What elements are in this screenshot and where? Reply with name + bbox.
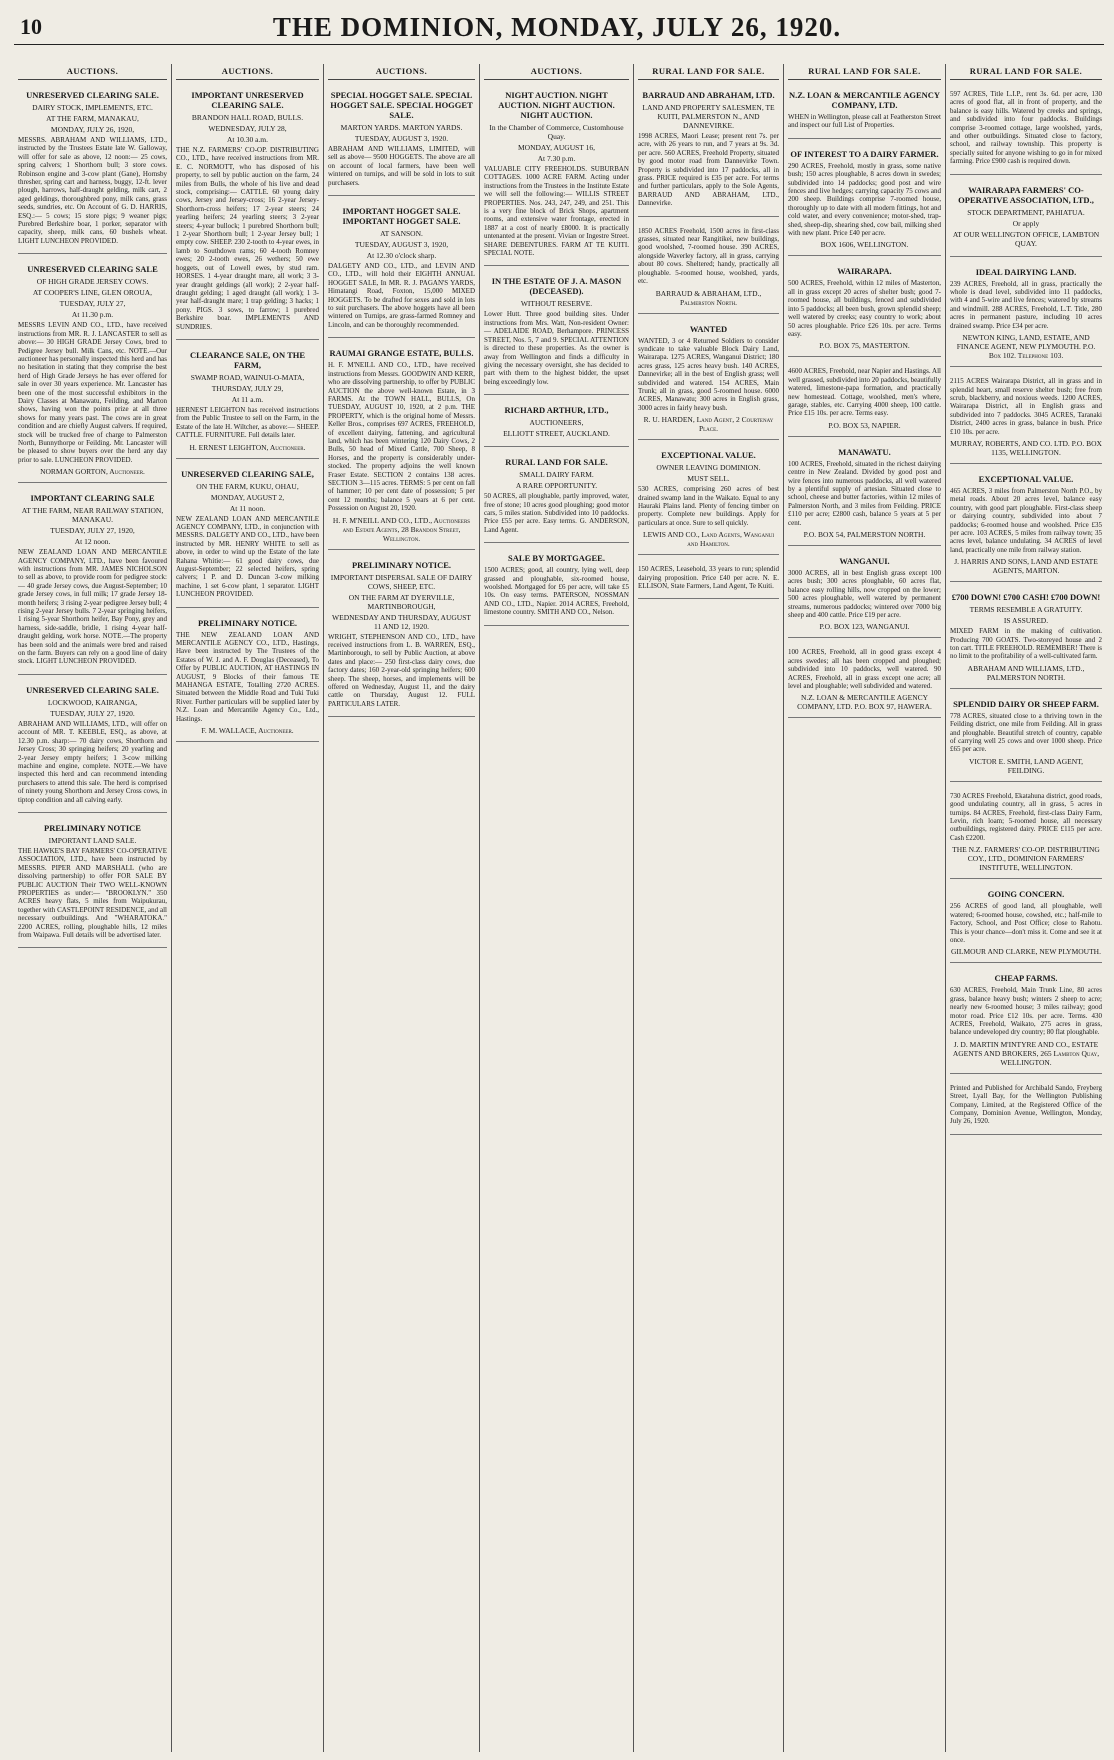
ad-signature: P.O. BOX 54, PALMERSTON NORTH. xyxy=(803,530,926,539)
ad-title: N.Z. LOAN & MERCANTILE AGENCY COMPANY, LTD. xyxy=(788,90,941,110)
ad-body: MIXED FARM in the making of cultivation. Producing 700 GOATS. Two-storeyed house and 2 ton cart. TITLE FREEHOLD. REMEMBER! There is no limit to the profitability of a well-cultivated farm. xyxy=(950,627,1102,661)
advertisement xyxy=(484,399,629,447)
advertisement xyxy=(950,883,1102,963)
ad-title: UNRESERVED CLEARING SALE. xyxy=(26,684,159,695)
ad-body: WANTED, 3 or 4 Returned Soldiers to consider syndicate to take valuable Block Dairy Land, Wairarapa. 1275 ACRES, Wanganui District; 180 acres grass, 125 acres heavy bush. 140 ACRES, Dannevirke; all in the best of English grass; well subdivided and watered. 154 ACRES, Main Trunk; all in grass, good 5-roomed house. 6000 ACRES, Manawatu; 300 acres in English grass, 3000 acres in fairly heavy bush. xyxy=(638,336,779,412)
ad-signature: H. ERNEST LEIGHTON, Auctioneer. xyxy=(189,442,306,452)
ad-line: TUESDAY, JULY 27, xyxy=(59,299,126,309)
ad-title: PRELIMINARY NOTICE. xyxy=(351,559,452,570)
advertisement xyxy=(788,260,941,357)
ad-title: RAUMAI GRANGE ESTATE, BULLS. xyxy=(329,348,474,359)
ad-signature: THE N.Z. FARMERS' CO-OP. DISTRIBUTING COY., LTD., DOMINION FARMERS' INSTITUTE, WELLINGTON. xyxy=(952,845,1100,873)
ad-line: MONDAY, AUGUST 2, xyxy=(210,492,285,502)
ad-title: BARRAUD AND ABRAHAM, LTD. xyxy=(642,90,775,100)
ad-body: 256 ACRES of good land, all ploughable, well watered; 6-roomed house, cowshed, etc.; half-mile to Factory, School, and Post Office; close to Rahotu. This is your chance—don't miss it. Come and see it at once. xyxy=(950,902,1102,944)
ad-body: NEW ZEALAND LOAN AND MERCANTILE AGENCY COMPANY, LTD., have been favoured with instructions from MR. JAMES NICHOLSON to sell as above, to provide room for pedigree stock:— 40 grade Jersey cows, due August-September; 10 grade Jersey cows, in full milk; 17 grade Jersey 18-month heifers; 3 rising 2-year pedigree Jersey bull; 4 rising 2-year Jersey bulls. 7 2-year springing heifers, 1 rising 5-year Shorthorn heifer, Bay Pony, grey and harness, side-saddle, bridle, 1 rising 4-year half-draught gelding, work horse. NOTE.—The property has been sold and the animals were bred and raised on the farm. Buyers can rely on a good line of dairy stock. LIGHT LUNCHEON PROVIDED. xyxy=(18,548,167,666)
advertisement xyxy=(788,143,941,257)
ad-title: SPECIAL HOGGET SALE. SPECIAL HOGGET SALE. SPECIAL HOGGET SALE. xyxy=(330,90,473,120)
column-heading: RURAL LAND FOR SALE. xyxy=(788,64,941,80)
ad-line: TUESDAY, AUGUST 3, 1920. xyxy=(354,134,449,143)
ad-subtitle: AT THE FARM, NEAR RAILWAY STATION, MANAKAU. xyxy=(21,506,164,525)
ad-body: NEW ZEALAND LOAN AND MERCANTILE AGENCY COMPANY, LTD., in conjunction with MESSRS. DALGETY AND CO., LTD., have been instructed by MR. HENRY WHITE to sell as above, in order to wind up the Estate of the late Rahana Whitie:— 61 good dairy cows, due August-September; 22 selected heifers, spring calvers; 1 P. and D. Duncan 3-cow milking machine, 1 set 6-cow plant, 1 separator. LIGHT LUNCHEON PROVIDED. xyxy=(176,514,319,599)
ad-signature: H. F. M'NEILL AND CO., LTD., Auctioneers and Estate Agents, 28 Brandon Street, Wellington. xyxy=(332,515,471,543)
section-rule xyxy=(14,44,1104,63)
advertisement xyxy=(638,559,779,599)
ad-body: THE HAWKE'S BAY FARMERS' CO-OPERATIVE ASSOCIATION, LTD., have been instructed by MESSRS. PIPER AND MARSHALL (who are dissolving partnership) to offer FOR SALE BY PUBLIC AUCTION Their TWO WELL-KNOWN PROPERTIES as under:— "BROOKLYN." 350 ACRES heavy flats, 5 miles from Waipukurau, together with CASTLEPOINT RESIDENCE, and all necessary outbuildings. And "WHARATOKA." 2200 ACRES, rolling, ploughable hills, 12 miles from Waipawa. Full details will be advertised later. xyxy=(18,846,167,939)
advertisement xyxy=(484,547,629,625)
ad-body: MESSRS. ABRAHAM AND WILLIAMS, LTD., instructed by the Trustees Estate late W. Galloway, will offer for sale as above, 12 noon:— 25 cows, spring calvers; 1 Shorthorn bull; 3 store cows. Robinson engine and 3-cow plant (Gane), Hornsby thresher, spring cart and harness, buggy, 12-ft. lever plough, harrows, half-draught gelding, milk cart, 2 aged geldings, thoroughbred pony, milk cans, grass seeds, sundries, etc. On Account of G. D. HARRIS, ESQ.:— 5 cows; 15 store pigs; 9 weaner pigs; Purebred Berkshire boar, 1 porker, separator with capacity, sheep, milk cans, 60 bushels wheat. LIGHT LUNCHEON PROVIDED. xyxy=(18,136,167,245)
ad-subtitle: MARTON YARDS. MARTON YARDS. xyxy=(340,123,463,132)
ad-body: WHEN in Wellington, please call at Featherston Street and inspect our full List of Properties. xyxy=(788,113,941,130)
advertisement xyxy=(788,84,941,139)
advertisement xyxy=(328,200,475,338)
ad-title: PRELIMINARY NOTICE. xyxy=(197,617,298,628)
ad-subtitle: TERMS RESEMBLE A GRATUITY. xyxy=(969,605,1083,615)
ad-body: 239 ACRES, Freehold, all in grass, practically the whole is dead level, subdivided into 11 paddocks, with 4 and 5-wire and live fences; watered by streams and windmill. 288 ACRES, Freehold, L.T. Title, 280 acres in permanent pasture, including 10 acres drained swamp. Price £34 per acre. xyxy=(950,279,1102,330)
advertisement xyxy=(950,84,1102,175)
column-6 xyxy=(784,64,946,1752)
ad-signature: J. D. MARTIN M'INTYRE AND CO., ESTATE AGENTS AND BROKERS, 265 Lambton Quay, WELLINGTON. xyxy=(952,1039,1100,1067)
advertisement xyxy=(950,261,1102,367)
advertisement xyxy=(176,612,319,742)
ad-body: THE NEW ZEALAND LOAN AND MERCANTILE AGENCY CO., LTD., Hastings, Have been instructed by The Trustees of the Estates of W. J. and A. F. Douglas (Deceased), To Offer by PUBLIC AUCTION, AT HASTINGS IN AUGUST, 9 Blocks of their famous TE MAHANGA ESTATE, Totalling 2720 ACRES. Situated between the Middle Road and Tuki Tuki River. Further particulars will be supplied later by N.Z. Loan and Mercantile Agency Co., Ltd., Hastings. xyxy=(176,630,319,723)
ad-signature: P.O. BOX 75, MASTERTON. xyxy=(819,341,910,351)
ad-title: WAIRARAPA FARMERS' CO-OPERATIVE ASSOCIATION, LTD., xyxy=(958,184,1094,205)
ad-line: AT COOPER'S LINE, GLEN OROUA, xyxy=(32,288,153,298)
ad-subtitle: AUCTIONEERS, xyxy=(529,418,584,428)
ad-signature: LEWIS AND CO., Land Agents, Wanganui and Hamilton. xyxy=(643,530,774,549)
advertisement xyxy=(484,84,629,266)
column-heading: AUCTIONS. xyxy=(484,64,629,80)
ad-line: At 12.30 o'clock sharp. xyxy=(366,251,437,261)
ad-body: 500 ACRES, Freehold, within 12 miles of Masterton, all in grass except 20 acres of shelter bush; good 7-roomed house, all buildings, fenced and subdivided into 5 paddocks; all been bush, grown splendid sheep; well watered by creeks; easy country to work; about 50 acres ploughable. Price £26 10s. per acre. Terms easy. xyxy=(788,279,941,338)
ad-signature: BARRAUD & ABRAHAM, LTD., Palmerston North. xyxy=(655,288,762,307)
ad-signature: R. U. HARDEN, Land Agent, 2 Courtenay Place. xyxy=(643,415,774,434)
ad-title: CLEARANCE SALE, ON THE FARM, xyxy=(189,349,306,370)
ad-subtitle: IMPORTANT LAND SALE. xyxy=(48,835,137,845)
ad-title: WANTED xyxy=(689,323,728,334)
ad-title: £700 DOWN! £700 CASH! £700 DOWN! xyxy=(951,592,1101,603)
ad-body: 630 ACRES, Freehold, Main Trunk Line, 80 acres grass, balance heavy bush; winters 2 sheep to acre; nearly new 6-roomed house; 3 miles railway; good motor road. Price £12 10s. per acre. Terms. 430 ACRES, Freehold, Waikato, 275 acres in grass, balance undeveloped dry country; 80 flat ploughable. xyxy=(950,986,1102,1037)
ad-line: WEDNESDAY, JULY 28, xyxy=(208,124,287,133)
advertisement xyxy=(950,786,1102,879)
advertisement xyxy=(18,84,167,254)
ad-line: A RARE OPPORTUNITY. xyxy=(515,481,598,491)
advertisement xyxy=(176,84,319,340)
advertisement xyxy=(484,270,629,395)
ad-title: NIGHT AUCTION. NIGHT AUCTION. NIGHT AUCTION. NIGHT AUCTION. xyxy=(498,90,615,120)
column-heading: AUCTIONS. xyxy=(176,64,319,80)
column-heading: AUCTIONS. xyxy=(328,64,475,80)
ad-body: 290 ACRES, Freehold, mostly in grass, some native bush; 150 acres ploughable, 8 acres down in swedes; subdivided into 14 paddocks; good post and wire fences and live hedges; carrying capacity 75 cows and 200 sheep. Buildings comprise 7-roomed house, thoroughly up to date with all modern fittings, hot and cold water, and every convenience; motor-shed, trap-shed, sheep-dip, shearing shed, cow bail, milking shed with new plant. Price £40 per acre. xyxy=(788,161,941,238)
ad-line: WEDNESDAY AND THURSDAY, AUGUST 11 AND 12, 1920. xyxy=(332,612,471,631)
ad-line: At 12 noon. xyxy=(74,537,111,547)
ad-title: IN THE ESTATE OF J. A. MASON (DECEASED). xyxy=(491,276,622,297)
ad-body: 1850 ACRES Freehold, 1500 acres in first-class grasses, situated near Rangitikei, new buildings, good woolshed, 7-roomed house. 390 ACRES, alongside Waverley factory, all in grass, carrying about 80 cows. Sheltered; handy, practically all ploughable. 5-roomed house, woolshed, yards, etc. xyxy=(638,226,779,286)
advertisement xyxy=(950,586,1102,689)
ad-title: SPLENDID DAIRY OR SHEEP FARM. xyxy=(953,698,1099,709)
advertisement xyxy=(950,371,1102,464)
ad-signature: N.Z. LOAN & MERCANTILE AGENCY COMPANY, LTD. P.O. BOX 97, HAWERA. xyxy=(797,693,932,712)
column-4 xyxy=(480,64,634,1752)
ad-title: IMPORTANT UNRESERVED CLEARING SALE. xyxy=(191,90,304,110)
ad-title: RICHARD ARTHUR, LTD., xyxy=(504,405,609,416)
ad-line: TUESDAY, JULY 27, 1920. xyxy=(50,708,135,718)
ad-body: ABRAHAM AND WILLIAMS, LIMITED, will sell as above— 9500 HOGGETS. The above are all on account of local farmers, have been well wintered on turnips, and will be sold in lots to suit purchasers. xyxy=(328,145,475,187)
ad-body: HERNEST LEIGHTON has received instructions from the Public Trustee to sell on the Farm, in the Estate of the late H. Wiltcher, as above:— SHEEP. CATTLE. FURNITURE. Full details later. xyxy=(176,405,319,440)
columns-container xyxy=(14,64,1106,1752)
advertisement xyxy=(176,344,319,459)
ad-title: UNRESERVED CLEARING SALE xyxy=(27,264,158,275)
ad-body: 50 ACRES, all ploughable, partly improved, water, free of stone; 10 acres good ploughing; good motor cars, 5 miles station. Subdivided into 10 paddocks. Price £55 per acre. Easy terms. G. ANDERSON, Land Agent. xyxy=(484,492,629,534)
ad-line: TUESDAY, JULY 27, 1920, xyxy=(50,526,135,536)
advertisement xyxy=(950,468,1102,582)
ad-line: ELLIOTT STREET, AUCKLAND. xyxy=(503,429,610,439)
ad-line: TUESDAY, AUGUST 3, 1920, xyxy=(354,240,449,250)
column-7 xyxy=(946,64,1106,1752)
ad-body: DALGETY AND CO., LTD., and LEVIN AND CO., LTD., will hold their EIGHTH ANNUAL HOGGET SALE, In MR. R. J. PAGAN'S YARDS, Himatangi Road, Foxton, 15,000 MIXED HOGGETS. To be drafted for sexes and sold in lots to suit purchasers. The above hoggets have all been wintered on Turnips, are grass-farmed Romney and Lincoln, and can be thoroughly recommended. xyxy=(328,262,475,329)
page-number: 10 xyxy=(20,14,42,39)
ad-body: 730 ACRES Freehold, Ekatahuna district, good roads, good undulating country, all in grass, 5 acres in turnips. 84 ACRES, Freehold, first-class Dairy Farm, Levin, rich loam; 5-roomed house, all necessary outbuildings, registered dairy. PRICE £115 per acre. Cash £2200. xyxy=(950,791,1102,842)
ad-subtitle: WITHOUT RESERVE. xyxy=(520,299,593,309)
ad-line: At 11 noon. xyxy=(229,503,266,513)
ad-title: PRELIMINARY NOTICE xyxy=(44,822,141,833)
ad-line: ON THE FARM AT DYERVILLE, MARTINBOROUGH, xyxy=(348,592,455,611)
advertisement xyxy=(638,221,779,314)
ad-line: IS ASSURED. xyxy=(1003,616,1049,626)
ad-signature: F. M. WALLACE, Auctioneer. xyxy=(201,726,294,736)
ad-body: 150 ACRES, Leasehold, 33 years to run; splendid dairying proposition. Price £40 per acre. N. E. ELLISON, State Farmers, Land Agent, Te Kuiti. xyxy=(638,565,779,590)
ad-body: WRIGHT, STEPHENSON AND CO., LTD., have received instructions from L. B. WARREN, ESQ., Martinborough, to sell by Public Auction, at above dates and place:— 250 first-class dairy cows, due factory dates; 160 2-year-old springing heifers; 600 sheep. The sheep, horses, and implements will be offered on Wednesday, August 11, and the dairy cattle on Thursday, August 12. FULL PARTICULARS LATER. xyxy=(328,632,475,708)
ad-subtitle: OWNER LEAVING DOMINION. xyxy=(656,463,761,473)
ad-line: At 10.30 a.m. xyxy=(226,135,269,144)
ad-body: 530 ACRES, comprising 260 acres of best drained swamp land in the Waikato. Equal to any Hauraki Plains land. Plenty of fencing timber on property. Complete new buildings. Apply for particulars at once. Sure to sell quickly. xyxy=(638,485,779,527)
ad-line: MUST SELL. xyxy=(687,474,730,484)
ad-body: 597 ACRES, Title L.I.P., rent 3s. 6d. per acre, 130 acres of good flat, all in front of property, and the balance is easy hills. Watered by creeks and springs, and subdivided into four paddocks. Buildings comprise 3-roomed cottage, large woolshed, yards, and other outbuildings. Situated close to factory, school, and railway township. This property is specially suited for anyone wishing to go in for mixed farming. Price £900 cash is required down. xyxy=(950,90,1102,166)
advertisement xyxy=(18,817,167,948)
ad-subtitle: LAND AND PROPERTY SALESMEN, TE KUITI, PALMERSTON N., AND DANNEVIRKE. xyxy=(642,103,775,130)
ad-body: 100 ACRES, Freehold, all in good grass except 4 acres swedes; all has been cropped and ploughed; subdivided into 10 paddocks, well watered. 90 ACRES, Freehold, all in grass except one acre; all level and ploughable; well subdivided and watered. xyxy=(788,648,941,691)
ad-body: 465 ACRES, 3 miles from Palmerston North P.O., by metal roads. About 20 acres level, balance easy country, with good part ploughable. First-class sheep or dairying country, subdivided into about 7 paddocks; 6-roomed house and woolshed. Price £35 per acre. 103 ACRES, 5 miles from railway town; 35 acres level, balance undulating. 34 ACRES of level land, practically one mile from railway station. xyxy=(950,486,1102,554)
ad-title: IMPORTANT HOGGET SALE. IMPORTANT HOGGET SALE. xyxy=(342,206,461,227)
ad-body: 1998 ACRES, Maori Lease; present rent 7s. per acre, with 26 years to run, and 7 years at 9s. 3d. per acre. 560 ACRES, Freehold Property, situated by good motor road from Dannevirke Town. Property is subdivided into 17 paddocks, all in grass. PRICE required is £35 per acre. For terms and further particulars, apply to the Sole Agents, BARRAUD AND ABRAHAM, LTD., Dannevirke. xyxy=(638,132,779,208)
advertisement xyxy=(638,444,779,555)
ad-title: IMPORTANT CLEARING SALE xyxy=(30,493,155,504)
ad-subtitle: DAIRY STOCK, IMPLEMENTS, ETC. xyxy=(32,103,153,112)
column-2 xyxy=(172,64,324,1752)
ad-title: UNRESERVED CLEARING SALE. xyxy=(26,90,159,100)
ad-line: THURSDAY, JULY 29, xyxy=(211,383,284,393)
ad-body: 3000 ACRES, all in best English grass except 100 acres bush; 300 acres ploughable, 60 acres flat, balance easy rolling hills, now cropped on the lower; 500 acres ploughable, well watered by permanent streams, numerous paddocks; wintered over 7000 big sheep and 400 cattle. Price £19 per acre. xyxy=(788,569,941,620)
ad-line: At 11.30 p.m. xyxy=(71,310,114,320)
ad-body: ABRAHAM AND WILLIAMS, LTD., will offer on account of MR. T. KEEBLE, ESQ., as above, at 12.30 p.m. sharp:— 70 dairy cows, Shorthorn and Jersey Cross; 30 springing heifers; 20 yearling and 2-year Jersey empty heifers; 1 3-cow milking machine and engine, complete. NOTE.—We have inspected this herd and can recommend intending purchasers to attend this sale. The herd is comprised of ninety young Shorthorn and Jersey Cross cows, in tiptop condition and all calving early. xyxy=(18,719,167,804)
ad-subtitle: BRANDON HALL ROAD, BULLS. xyxy=(191,113,304,122)
ad-signature: GILMOUR AND CLARKE, NEW PLYMOUTH. xyxy=(951,947,1101,957)
ad-title: WANGANUI. xyxy=(839,556,890,566)
ad-title: IDEAL DAIRYING LAND. xyxy=(975,266,1077,277)
ad-title: WAIRARAPA. xyxy=(837,266,892,277)
ad-subtitle: ON THE FARM, KUKU, OHAU, xyxy=(196,481,299,491)
ad-title: EXCEPTIONAL VALUE. xyxy=(661,450,756,461)
ad-subtitle: STOCK DEPARTMENT, PAHIATUA. xyxy=(967,207,1085,217)
advertisement xyxy=(176,463,319,608)
ad-title: SALE BY MORTGAGEE. xyxy=(508,553,605,564)
ad-subtitle: IMPORTANT DISPERSAL SALE OF DAIRY COWS, SHEEP, ETC. xyxy=(330,572,473,591)
ad-subtitle: LOCKWOOD, KAIRANGA, xyxy=(47,697,138,707)
ad-body: MESSRS LEVIN AND CO., LTD., have received instructions from MR. R. J. LANCASTER to sell as above:— 30 HIGH GRADE Jersey Cows, bred to Pedigree Jersey bull. Milk Cans, etc. NOTE.—Our auctioneer has personally inspected this herd and has no hesitation in stating that they comprise the best herd of High Grade Jerseys he has ever offered for sale in over 30 years experience. Mr. Lancaster has been one of the most successful exhibitors in the Dairy Classes at Manawatu, Feilding, and Marton shows, having won the points prize at all three shows for many years past. The cows are in great condition and are chiefly August calvers. If required, stock will be trucked free of charge to Palmerston North, Bunnythorpe or Feilding. Mr. Lancaster will be pleased to show buyers over the herd any day prior to sale. LUNCHEON PROVIDED. xyxy=(18,321,167,464)
ad-body: H. F. M'NEILL AND CO., LTD., have received instructions from Messrs. GOODWIN AND KERR, who are dissolving partnership, to offer by PUBLIC AUCTION the above well-known Estate, in 3 FARMS. At the TOWN HALL, BULLS, On TUESDAY, AUGUST 10, 1920, at 2 p.m. THE PROPERTY, which is the original home of Messrs. Keller Bros., comprises 697 ACRES, FREEHOLD, of excellent dairying, fattening, and agricultural land, which has been wintering 120 Dairy Cows, 2 Bulls, 50 head of Mixed Cattle, 700 Sheep, 8 Horses, and the property is considerably under-stocked. The property adjoins the well known Fraser Estate. SECTION 2 contains 138 acres. SECTION 3—115 acres. TERMS: 5 per cent on fall of hammer; 10 per cent date of possession; 5 per cent 12 months; balance 5 years at 6 per cent. Possession on August 20, 1920. xyxy=(328,361,475,513)
advertisement xyxy=(788,361,941,436)
advertisement xyxy=(788,441,941,546)
advertisement xyxy=(18,679,167,813)
advertisement xyxy=(328,554,475,718)
ad-title: UNRESERVED CLEARING SALE, xyxy=(181,468,314,479)
newspaper-title: THE DOMINION, MONDAY, JULY 26, 1920. xyxy=(272,12,842,42)
advertisement xyxy=(18,258,167,483)
ad-signature: VICTOR E. SMITH, LAND AGENT, FEILDING. xyxy=(968,756,1084,775)
column-heading: AUCTIONS. xyxy=(18,64,167,80)
ad-body: 4600 ACRES, Freehold, near Napier and Hastings. All well grassed, subdivided into 20 paddocks, beautifully watered, limestone-papa formation, and practically new homestead. Cottage, woolshed, men's where, garage, stables, etc. Carrying 4000 sheep, 100 cattle. Price £15 10s. per acre. Terms easy. xyxy=(788,367,941,418)
ad-line: AT THE FARM, MANAKAU, xyxy=(46,114,139,123)
ad-body: 100 ACRES, Freehold, situated in the richest dairying centre in New Zealand. Divided by good post and wire fences into numerous paddocks, all well watered by a plentiful supply of artesian. Situated close to school, cheese and butter factories, within 12 miles of Palmerston North, and 3 miles from Feilding. PRICE £110 per acre; £2800 cash, balance 5 years at 5 per cent. xyxy=(788,459,941,527)
ad-subtitle: In the Chamber of Commerce, Customhouse Quay. xyxy=(489,123,624,141)
ad-signature: BOX 1606, WELLINGTON. xyxy=(820,240,909,250)
ad-body: 1500 ACRES; good, all country, lying well, deep grassed and ploughable, six-roomed house, woolshed. Mortgaged for £6 per acre, will take £5 10s. On easy terms. PATERSON, NOSSMAN AND CO., LTD., Napier. 2014 ACRES, Freehold, limestone country. SMITH AND CO., Nelson. xyxy=(484,566,629,617)
advertisement xyxy=(18,487,167,675)
ad-body: VALUABLE CITY FREEHOLDS. SUBURBAN COTTAGES. 1000 ACRE FARM. Acting under instructions from the Trustees in the Institute Estate we will sell the following:— WILLIS STREET PROPERTIES. Nos. 243, 247, 249, and 251. This is a very fine block of Brick Shops, apartment rooms, and extensive water frontage, erected in 1887 at a cost of nearly £8000. It is practically untenanted at the present. Vivian or Ingestre Street. SHARE DEBENTURES. FARM AT TE KUITI. SPECIAL NOTE. xyxy=(484,165,629,258)
ad-signature: P.O. BOX 53, NAPIER. xyxy=(828,420,901,430)
ad-line: Or apply xyxy=(1012,218,1040,228)
ad-body: 2115 ACRES Wairarapa District, all in grass and in splendid heart, small reserve shelter bush; free from scrub, blackberry, and noxious weeds. 1200 ACRES, Wairarapa District, all in English grass and subdivided into 7 paddocks. 3045 ACRES, Taranaki District, 2400 acres in grass, balance in bush. Price £10 10s. per acre. xyxy=(950,377,1102,436)
ad-signature: NEWTON KING, LAND, ESTATE, AND FINANCE AGENT, NEW PLYMOUTH. P.O. Box 102. Telephone 103. xyxy=(956,333,1096,361)
ad-title: EXCEPTIONAL VALUE. xyxy=(978,473,1074,484)
column-1 xyxy=(14,64,172,1752)
ad-signature: NORMAN GORTON, Auctioneer. xyxy=(40,467,145,477)
ad-subtitle: OF HIGH GRADE JERSEY COWS. xyxy=(36,277,149,287)
advertisement xyxy=(950,179,1102,257)
ad-subtitle: SWAMP ROAD, WAINUI-O-MATA, xyxy=(190,372,305,382)
column-3 xyxy=(324,64,480,1752)
ad-subtitle: SMALL DAIRY FARM. xyxy=(519,470,594,480)
ad-line: AT OUR WELLINGTON OFFICE, LAMBTON QUAY. xyxy=(952,229,1100,248)
column-heading: RURAL LAND FOR SALE. xyxy=(950,64,1102,80)
ad-body: THE N.Z. FARMERS' CO-OP. DISTRIBUTING CO., LTD., have received instructions from MR. E. C. NORMOTT, who has disposed of his property, to sell by public auction on the farm, 24 miles from Bulls, the whole of his live and dead stock, comprising:— CATTLE. 60 young dairy cows, Jersey and Jersey-cross; 16 2-year Jersey-Shorthorn-cross heifers; 17 2-year steers; 24 yearling heifers; 24 yearling steers; 3 2-year steers; 4-year bullock; 1 purebred Shorthorn bull; 1 2-year Shorthorn bull; 1 2-year Jersey bull; 1 empty cow. SHEEP. 230 2-tooth to 4-year ewes, in lamb to Southdown rams; 60 4-tooth Romney ewes; 20 2-tooth ewes, 26 wethers; 50 ewe hoggets, out of Lowell ewes, by stud ram. HORSES. 1 4-year draught mare, all work; 3 3-year draught geldings (all work); 2 2-year half-draught gelding; 1 aged draught (all work); 1 3-year half-draught mare; 1 trap gelding; 3 hacks; 1 pony. PIGS. 3 sows, to farrow; 1 purebred Berkshire boar. IMPLEMENTS AND SUNDRIES. xyxy=(176,146,319,331)
advertisement xyxy=(788,642,941,718)
ad-subtitle: AT SANSON. xyxy=(380,229,423,239)
advertisement xyxy=(638,318,779,441)
ad-title: CHEAP FARMS. xyxy=(994,973,1058,984)
advertisement xyxy=(328,342,475,549)
ad-signature: J. HARRIS AND SONS, LAND AND ESTATE AGENTS, MARTON. xyxy=(954,557,1098,576)
ad-body: Printed and Published for Archibald Sando, Freyberg Street, Lyall Bay, for the Wellington Publishing Company, Limited, at the Registered Office of the Company, Dominion Avenue, Wellington, Monday, July 26, 1920. xyxy=(950,1083,1102,1126)
ad-title: OF INTEREST TO A DAIRY FARMER. xyxy=(790,148,939,159)
advertisement xyxy=(484,451,629,543)
ad-line: At 11 a.m. xyxy=(231,394,264,404)
ad-line: MONDAY, AUGUST 16, xyxy=(518,143,595,152)
advertisement xyxy=(950,1078,1102,1135)
column-5 xyxy=(634,64,784,1752)
ad-signature: MURRAY, ROBERTS, AND CO. LTD. P.O. BOX 1135, WELLINGTON. xyxy=(950,438,1102,457)
ad-title: GOING CONCERN. xyxy=(987,889,1065,900)
advertisement xyxy=(638,84,779,217)
ad-signature: ABRAHAM AND WILLIAMS, LTD., PALMERSTON NORTH. xyxy=(967,663,1085,682)
ad-body: 778 ACRES, situated close to a thriving town in the Feilding district, one mile from Feilding. All in grass and ploughable. Beautiful stretch of country, capable of carrying well 25 cows and over 1000 sheep. Price £65 per acre. xyxy=(950,711,1102,754)
ad-signature: P.O. BOX 123, WANGANUI. xyxy=(819,622,910,632)
advertisement xyxy=(950,967,1102,1073)
ad-line: At 7.30 p.m. xyxy=(537,154,576,163)
column-heading: RURAL LAND FOR SALE. xyxy=(638,64,779,80)
advertisement xyxy=(788,550,941,638)
advertisement xyxy=(950,693,1102,782)
ad-line: MONDAY, JULY 26, 1920, xyxy=(50,125,135,134)
ad-title: MANAWATU. xyxy=(838,446,891,457)
ad-body: Lower Hutt. Three good building sites. Under instructions from Mrs. Watt, Non-resident Owner:— ADELAIDE ROAD, Berhampore. PRINCESS STREET, Nos. 5, 7 and 9. SPECIAL ATTENTION is directed to these properties. As the owner is away from Wellington and finds a difficulty in giving the necessary oversight, she has decided to part with them to the highest bidder, the upset being exceedingly low. xyxy=(484,310,629,386)
advertisement xyxy=(328,84,475,196)
ad-title: RURAL LAND FOR SALE. xyxy=(505,457,608,468)
